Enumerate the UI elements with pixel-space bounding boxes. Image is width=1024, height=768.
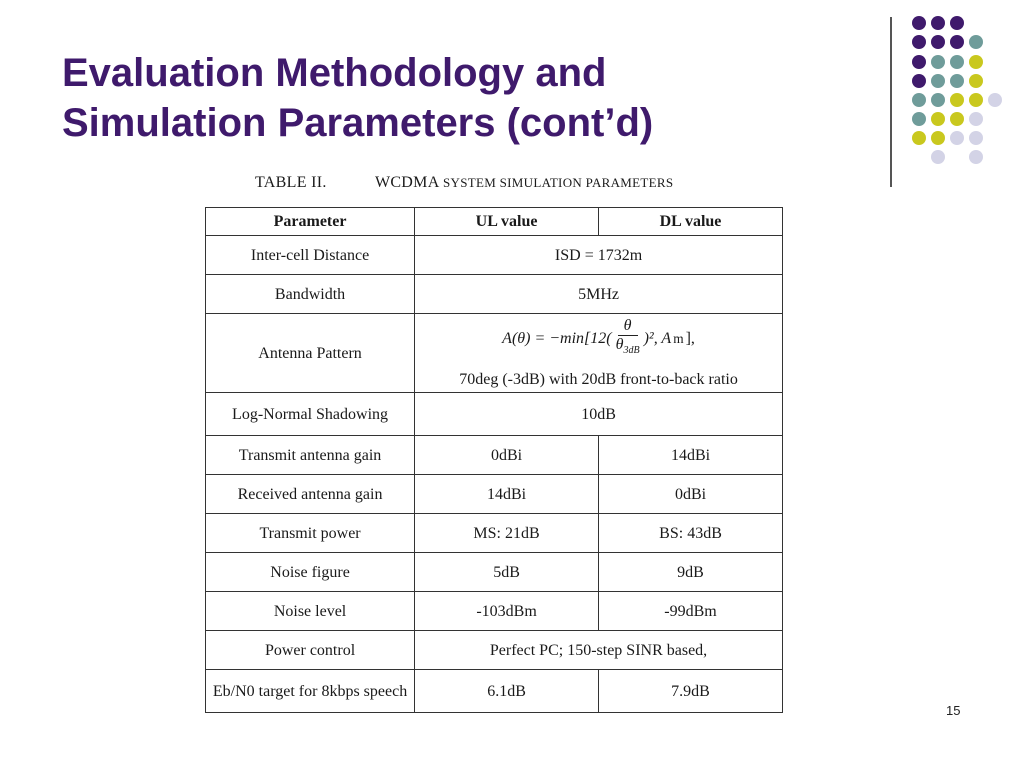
param-cell: Transmit power xyxy=(206,514,415,553)
table-row xyxy=(206,475,783,514)
table-row xyxy=(206,553,783,592)
decor-dot xyxy=(950,16,964,30)
title-line-2: Simulation Parameters (cont’d) xyxy=(62,101,654,145)
formula-rhs: )², A xyxy=(643,330,672,347)
table-row xyxy=(206,314,783,393)
decor-dot xyxy=(950,112,964,126)
dl-value-cell: 9dB xyxy=(599,553,783,592)
formula-end: ], xyxy=(685,330,695,347)
param-cell: Antenna Pattern xyxy=(206,314,415,393)
param-cell: Noise level xyxy=(206,592,415,631)
table-row xyxy=(206,670,783,713)
page-number: 15 xyxy=(946,703,961,718)
decor-dot xyxy=(931,55,945,69)
decor-dot xyxy=(931,93,945,107)
antenna-formula xyxy=(502,317,695,360)
formula-lhs: A(θ) = −min[12( xyxy=(502,330,612,347)
table-caption-title-lead: WCDMA xyxy=(374,174,439,191)
dl-value-cell: BS: 43dB xyxy=(599,514,783,553)
formula-denominator xyxy=(616,336,640,360)
param-cell: Transmit antenna gain xyxy=(206,436,415,475)
ul-value-cell: 0dBi xyxy=(415,436,599,475)
decor-dot xyxy=(931,112,945,126)
dl-value-cell: -99dBm xyxy=(599,592,783,631)
simulation-parameters-table xyxy=(205,207,783,713)
decor-dot xyxy=(931,74,945,88)
table-row xyxy=(206,514,783,553)
ul-value-cell: 14dBi xyxy=(415,475,599,514)
decor-dot xyxy=(912,112,926,126)
formula-numerator: θ xyxy=(618,317,638,336)
decor-dot xyxy=(931,16,945,30)
formula-rhs-subscript: m xyxy=(673,331,684,346)
table-row xyxy=(206,393,783,436)
decor-dot xyxy=(969,35,983,49)
param-cell: Power control xyxy=(206,631,415,670)
decor-dot xyxy=(931,150,945,164)
antenna-pattern-cell xyxy=(415,314,783,393)
decor-dot xyxy=(912,55,926,69)
table-caption xyxy=(255,174,673,192)
value-cell: Perfect PC; 150-step SINR based, xyxy=(415,631,783,670)
header-dl-value: DL value xyxy=(599,208,783,236)
decor-dot xyxy=(931,35,945,49)
table-row xyxy=(206,631,783,670)
table-row xyxy=(206,436,783,475)
table-caption-title: SYSTEM SIMULATION PARAMETERS xyxy=(442,175,674,190)
table-caption-label: TABLE II. xyxy=(255,174,327,191)
decor-dot xyxy=(969,93,983,107)
decor-dot xyxy=(969,55,983,69)
param-cell: Log-Normal Shadowing xyxy=(206,393,415,436)
value-cell: 5MHz xyxy=(415,275,783,314)
ul-value-cell: MS: 21dB xyxy=(415,514,599,553)
formula-fraction xyxy=(616,317,640,360)
table-header-row xyxy=(206,208,783,236)
param-cell: Received antenna gain xyxy=(206,475,415,514)
decor-dot xyxy=(912,35,926,49)
value-cell: ISD = 1732m xyxy=(415,236,783,275)
decor-dot xyxy=(950,131,964,145)
decor-dot xyxy=(950,55,964,69)
formula-den-subscript: 3dB xyxy=(623,345,640,357)
table-row xyxy=(206,592,783,631)
param-cell: Noise figure xyxy=(206,553,415,592)
ul-value-cell: 6.1dB xyxy=(415,670,599,713)
decor-dot xyxy=(950,74,964,88)
title-line-1: Evaluation Methodology and xyxy=(62,51,607,95)
decor-dot xyxy=(950,35,964,49)
decor-dot xyxy=(912,131,926,145)
formula-den-symbol: θ xyxy=(615,335,624,353)
decor-dot xyxy=(950,93,964,107)
decor-dot xyxy=(931,131,945,145)
ul-value-cell: -103dBm xyxy=(415,592,599,631)
table-row xyxy=(206,275,783,314)
decor-dot xyxy=(969,112,983,126)
header-ul-value: UL value xyxy=(415,208,599,236)
dl-value-cell: 7.9dB xyxy=(599,670,783,713)
decorative-dot-grid xyxy=(0,0,1024,180)
antenna-note: 70deg (-3dB) with 20dB front-to-back ratio xyxy=(459,371,738,389)
decor-dot xyxy=(912,93,926,107)
dl-value-cell: 14dBi xyxy=(599,436,783,475)
param-cell: Bandwidth xyxy=(206,275,415,314)
decor-dot xyxy=(969,131,983,145)
table-row xyxy=(206,236,783,275)
ul-value-cell: 5dB xyxy=(415,553,599,592)
dl-value-cell: 0dBi xyxy=(599,475,783,514)
decor-dot xyxy=(969,74,983,88)
header-parameter: Parameter xyxy=(206,208,415,236)
value-cell: 10dB xyxy=(415,393,783,436)
decor-dot xyxy=(988,93,1002,107)
decor-dot xyxy=(912,16,926,30)
decor-dot xyxy=(969,150,983,164)
param-cell: Inter-cell Distance xyxy=(206,236,415,275)
param-cell: Eb/N0 target for 8kbps speech xyxy=(206,670,415,713)
decor-dot xyxy=(912,74,926,88)
